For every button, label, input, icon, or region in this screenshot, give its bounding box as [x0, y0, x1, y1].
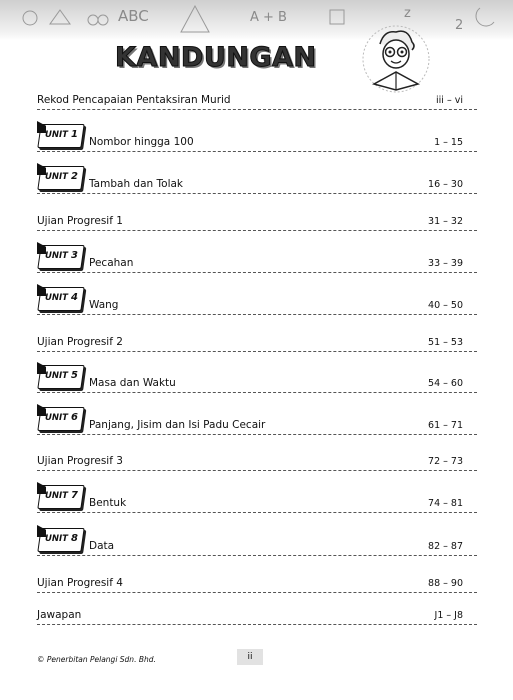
- dashed-leader: [37, 314, 477, 315]
- toc-row: [37, 573, 477, 593]
- unit-badge-label: UNIT 4: [45, 292, 78, 303]
- toc-row: [37, 171, 477, 194]
- toc-entry-title: Ujian Progresif 2: [37, 336, 123, 348]
- dashed-leader: [37, 555, 477, 556]
- dashed-leader: [37, 193, 477, 194]
- toc-row: [37, 90, 477, 110]
- toc-entry-pages: 1 – 15: [434, 137, 463, 148]
- toc-entry-pages: 54 – 60: [428, 378, 463, 389]
- toc-row: [37, 370, 477, 393]
- toc-row: [37, 211, 477, 231]
- toc-row: [37, 129, 477, 152]
- dashed-leader: [37, 592, 477, 593]
- unit-badge-icon: [37, 284, 81, 312]
- unit-badge-label: UNIT 6: [45, 412, 78, 423]
- toc-entry-pages: 74 – 81: [428, 498, 463, 509]
- doodle-2: 2: [455, 18, 464, 33]
- unit-badge-icon: [37, 404, 81, 432]
- toc-row: [37, 250, 477, 273]
- toc-entry-pages: 88 – 90: [428, 578, 463, 589]
- toc-entry-pages: J1 – J8: [434, 610, 463, 621]
- toc-entry-pages: 40 – 50: [428, 300, 463, 311]
- dashed-leader: [37, 434, 477, 435]
- toc-entry-pages: iii – vi: [436, 95, 463, 106]
- dashed-leader: [37, 392, 477, 393]
- dashed-leader: [37, 512, 477, 513]
- page-title: KANDUNGAN: [115, 42, 317, 73]
- unit-badge-icon: [37, 242, 81, 270]
- toc-entry-title: Masa dan Waktu: [89, 377, 176, 389]
- toc-entry-pages: 16 – 30: [428, 179, 463, 190]
- dashed-leader: [37, 109, 477, 110]
- page-number: ii: [237, 649, 263, 665]
- toc-entry-title: Ujian Progresif 3: [37, 455, 123, 467]
- toc-entry-title: Ujian Progresif 1: [37, 215, 123, 227]
- toc-row: [37, 490, 477, 513]
- dashed-leader: [37, 351, 477, 352]
- unit-badge-icon: [37, 362, 81, 390]
- toc-entry-title: Bentuk: [89, 497, 127, 509]
- unit-badge-icon: [37, 525, 81, 553]
- doodle-abc: ABC: [118, 7, 149, 25]
- header-banner: [0, 0, 513, 40]
- unit-badge-label: UNIT 3: [45, 250, 78, 261]
- toc-row: [37, 605, 477, 625]
- toc-entry-title: Rekod Pencapaian Pentaksiran Murid: [37, 94, 231, 106]
- unit-badge-label: UNIT 8: [45, 533, 78, 544]
- toc-entry-title: Wang: [89, 299, 119, 311]
- dashed-leader: [37, 151, 477, 152]
- toc-row: [37, 533, 477, 556]
- doodle-shapes: [0, 0, 513, 40]
- toc-row: [37, 451, 477, 471]
- unit-badge-label: UNIT 2: [45, 171, 78, 182]
- dashed-leader: [37, 230, 477, 231]
- unit-badge-label: UNIT 5: [45, 370, 78, 381]
- toc-entry-title: Jawapan: [37, 609, 82, 621]
- toc-entry-pages: 82 – 87: [428, 541, 463, 552]
- toc-row: [37, 292, 477, 315]
- unit-badge-icon: [37, 121, 81, 149]
- toc-row: [37, 332, 477, 352]
- toc-entry-title: Pecahan: [89, 257, 134, 269]
- toc-entry-title: Panjang, Jisim dan Isi Padu Cecair: [89, 419, 266, 431]
- toc-entry-title: Tambah dan Tolak: [89, 178, 184, 190]
- toc-row: [37, 412, 477, 435]
- toc-entry-pages: 72 – 73: [428, 456, 463, 467]
- toc-entry-pages: 61 – 71: [428, 420, 463, 431]
- unit-badge-label: UNIT 7: [45, 490, 78, 501]
- toc-entry-pages: 31 – 32: [428, 216, 463, 227]
- dashed-leader: [37, 470, 477, 471]
- publisher-copyright: © Penerbitan Pelangi Sdn. Bhd.: [37, 655, 156, 664]
- unit-badge-label: UNIT 1: [45, 129, 78, 140]
- toc-entry-title: Data: [89, 540, 115, 552]
- toc-entry-pages: 33 – 39: [428, 258, 463, 269]
- unit-badge-icon: [37, 482, 81, 510]
- unit-badge-icon: [37, 163, 81, 191]
- toc-entry-title: Ujian Progresif 4: [37, 577, 123, 589]
- toc-entry-pages: 51 – 53: [428, 337, 463, 348]
- doodle-z: z: [404, 6, 411, 21]
- dashed-leader: [37, 272, 477, 273]
- dashed-leader: [37, 624, 477, 625]
- reading-boy-icon: [358, 24, 434, 94]
- toc-entry-title: Nombor hingga 100: [89, 136, 194, 148]
- doodle-aplusb: A + B: [250, 10, 287, 25]
